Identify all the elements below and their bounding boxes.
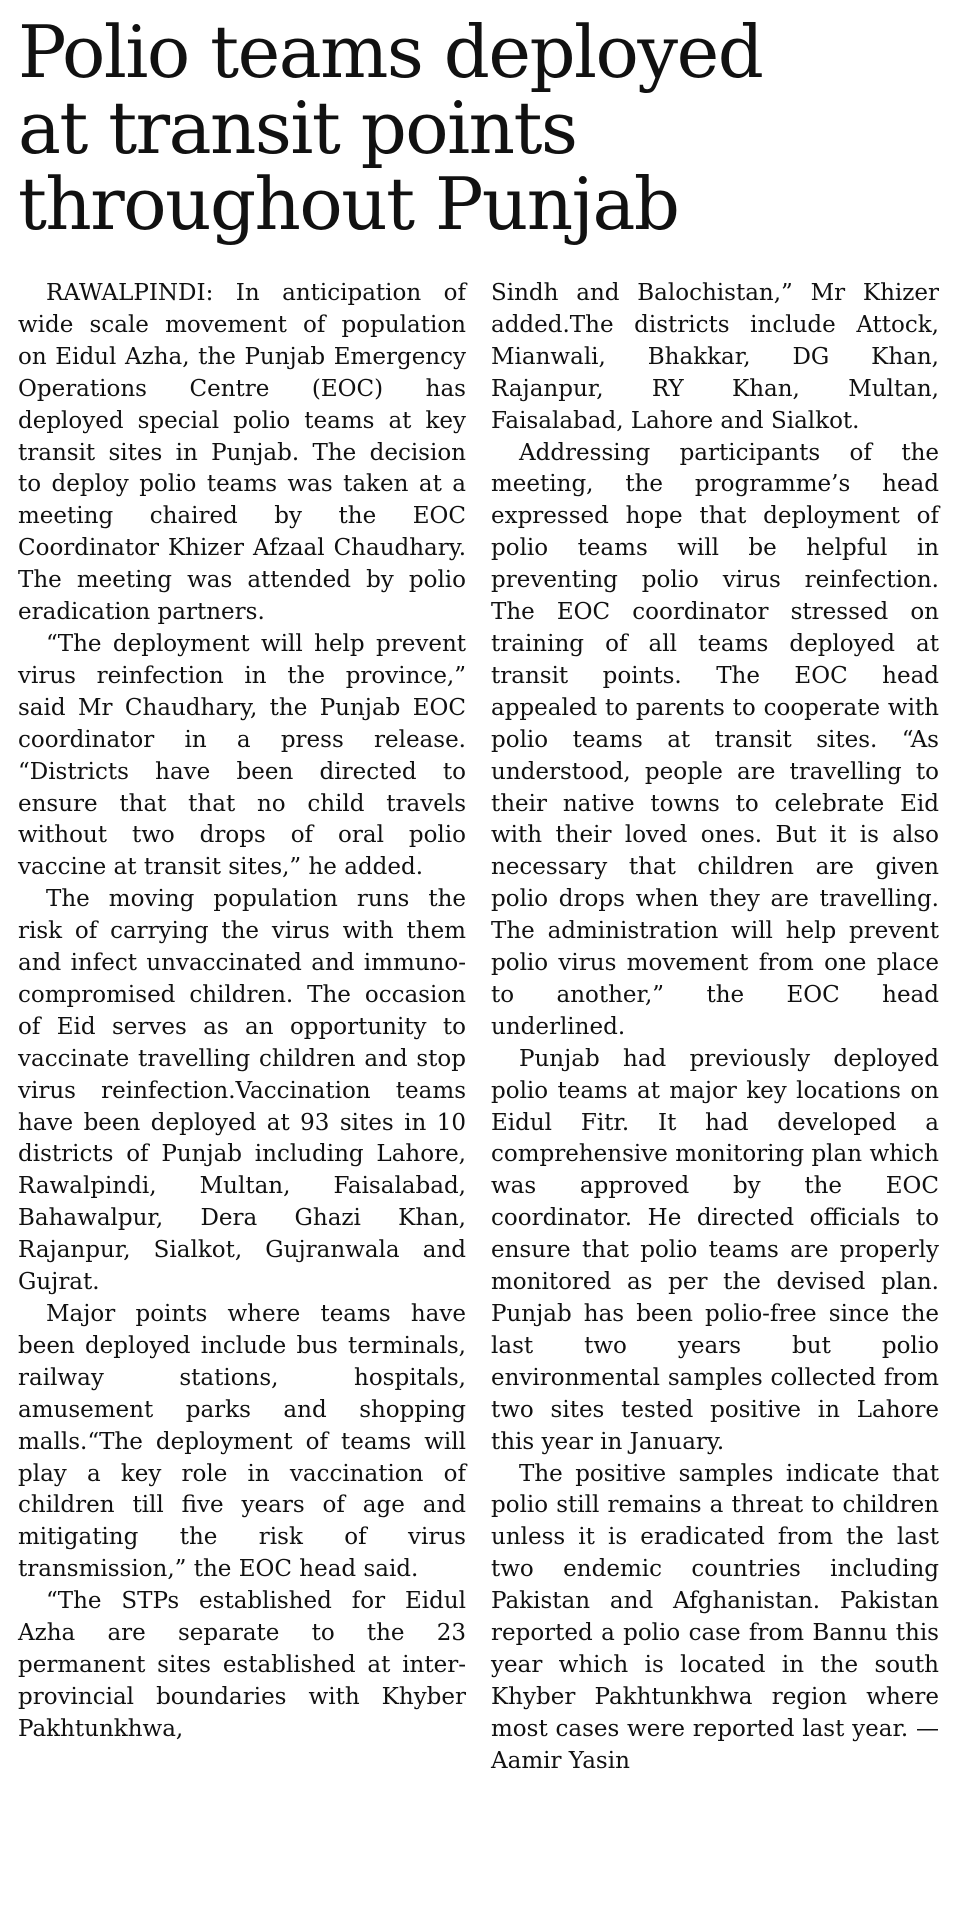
- article-column-left: [18, 278, 466, 1746]
- headline-line: throughout Punjab: [18, 162, 679, 246]
- paragraph: RAWALPINDI: In anticipation of wide scale movement of population on Eidul Azha, the Punjab Emergency Operations Centre (EOC) has deployed special polio teams at key transit sites in Punjab. The decision to deploy polio teams was taken at a meeting chaired by the EOC Coordinator Khizer Afzaal Chaudhary. The meeting was attended by polio eradication partners.: [18, 280, 466, 626]
- headline-line: at transit points: [18, 86, 577, 170]
- paragraph: “The STPs established for Eidul Azha are separate to the 23 permanent sites established at inter-provincial boundaries with Khyber Pakhtunkhwa,: [18, 1588, 466, 1742]
- headline-line: Polio teams deployed: [18, 10, 763, 94]
- paragraph: The positive samples indicate that polio still remains a threat to children unless it is eradicated from the last two endemic countries including Pakistan and Afghanistan. Pakistan reported a polio case from Bannu this year which is located in the south Khyber Pakhtunkhwa region where most cases were reported last year. — Aamir Yasin: [491, 1460, 939, 1774]
- paragraph: The moving population runs the risk of carrying the virus with them and infect unvaccinated and immuno-compromised children. The occasion of Eid serves as an opportunity to vaccinate travelling children and stop virus reinfection.Vaccination teams have been deployed at 93 sites in 10 districts of Punjab including Lahore, Rawalpindi, Multan, Faisalabad, Bahawalpur, Dera Ghazi Khan, Rajanpur, Sialkot, Gujranwala and Gujrat.: [18, 886, 466, 1296]
- paragraph-continued: Sindh and Balochistan,” Mr Khizer added.The districts include Attock, Mianwali, Bhakkar, DG Khan, Rajanpur, RY Khan, Multan, Faisalabad, Lahore and Sialkot.: [491, 280, 939, 434]
- paragraph: Addressing participants of the meeting, the programme’s head expressed hope that deployment of polio teams will be helpful in preventing polio virus reinfection. The EOC coordinator stressed on training of all teams deployed at transit points. The EOC head appealed to parents to cooperate with polio teams at transit sites. “As understood, people are travelling to their native towns to celebrate Eid with their loved ones. But it is also necessary that children are given polio drops when they are travelling. The administration will help prevent polio virus movement from one place to another,” the EOC head underlined.: [491, 439, 939, 1040]
- article-column-right: [491, 278, 939, 1778]
- paragraph: Major points where teams have been deployed include bus terminals, railway stations, hospitals, amusement parks and shopping malls.“The deployment of teams will play a key role in vaccination of children till five years of age and mitigating the risk of virus transmission,” the EOC head said.: [18, 1301, 466, 1583]
- paragraph: “The deployment will help prevent virus reinfection in the province,” said Mr Chaudhary, the Punjab EOC coordinator in a press release. “Districts have been directed to ensure that that no child travels without two drops of oral polio vaccine at transit sites,” he added.: [18, 630, 466, 881]
- article-headline: [18, 10, 958, 246]
- paragraph: Punjab had previously deployed polio teams at major key locations on Eidul Fitr. It had developed a comprehensive monitoring plan which was approved by the EOC coordinator. He directed officials to ensure that polio teams are properly monitored as per the devised plan. Punjab has been polio-free since the last two years but polio environmental samples collected from two sites tested positive in Lahore this year in January.: [491, 1045, 939, 1455]
